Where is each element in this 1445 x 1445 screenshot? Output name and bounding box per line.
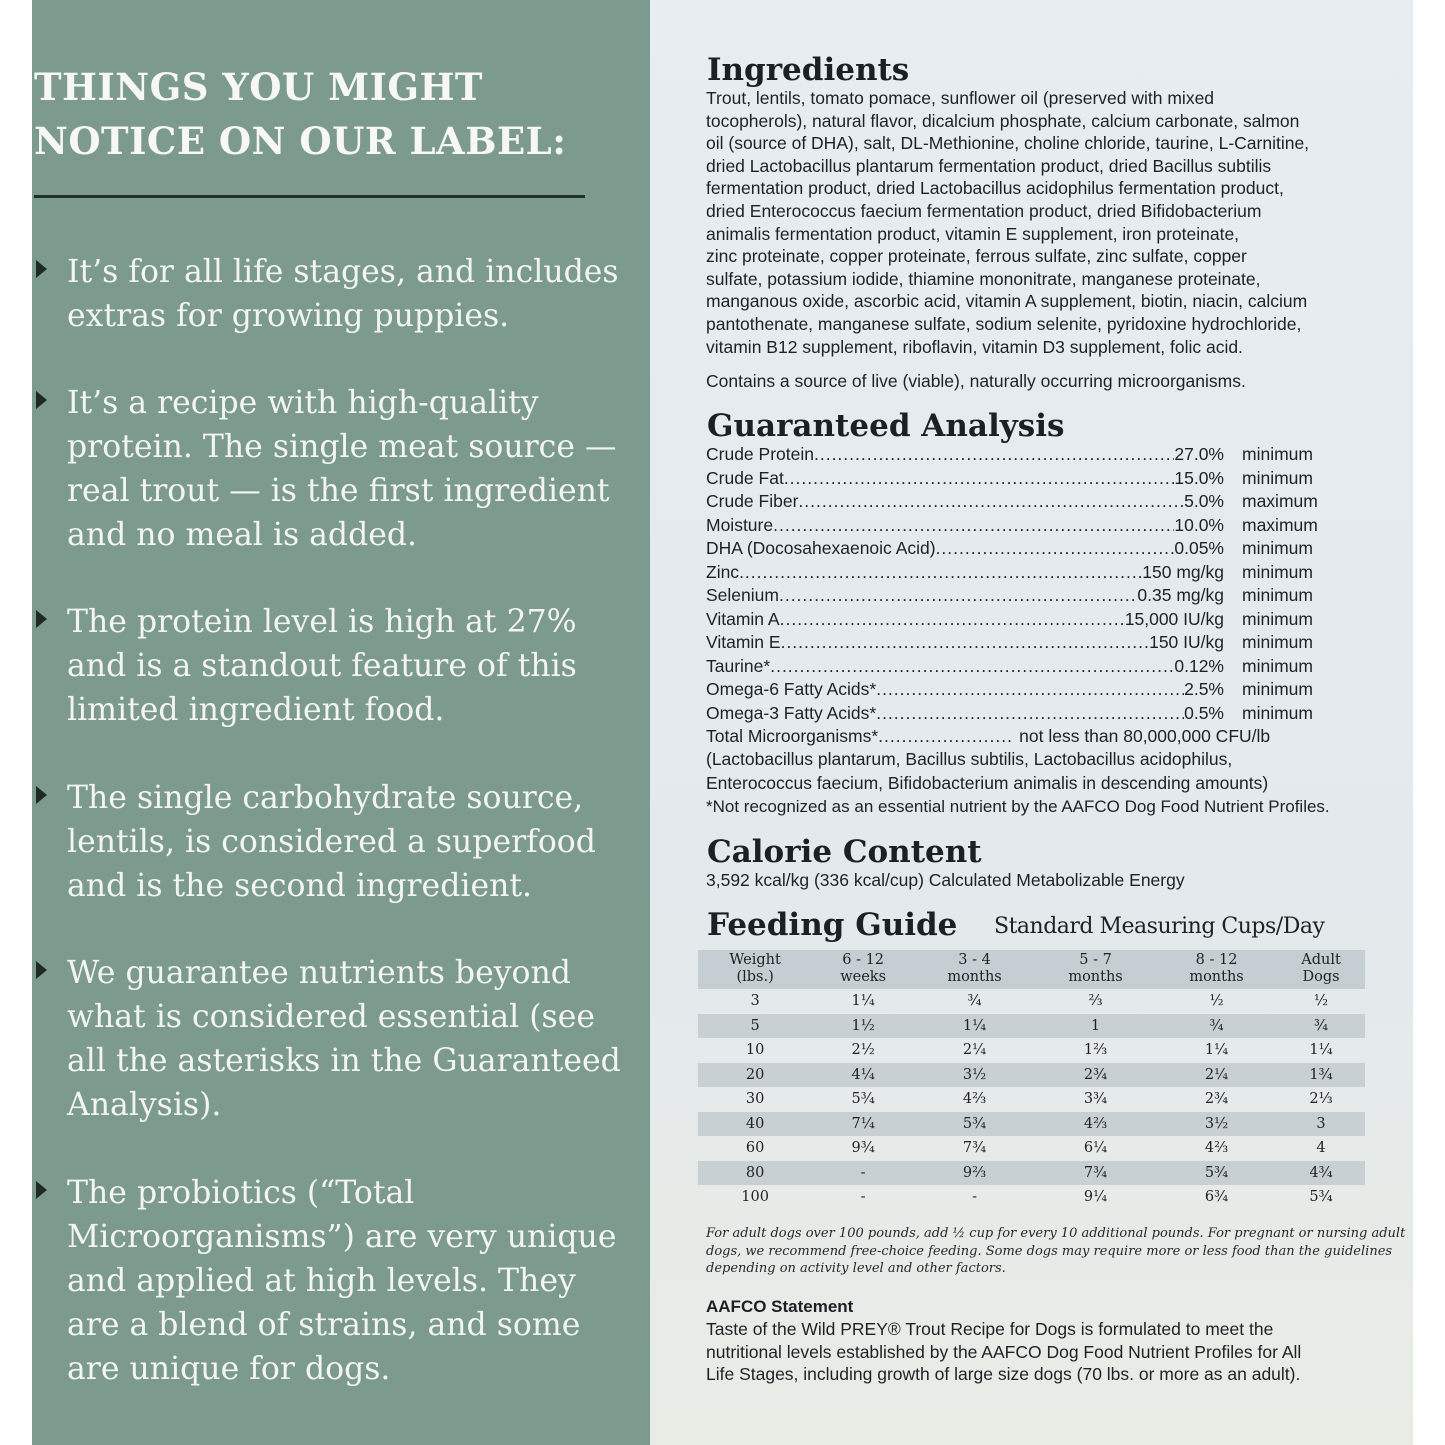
- triangle-bullet-icon: [36, 610, 47, 628]
- calorie-content-title: Calorie Content: [707, 834, 982, 870]
- bullet-item: We guarantee nutrients beyond what is considered essential (see all the asterisks in the Guaranteed Analysis).: [32, 951, 632, 1127]
- analysis-row: DHA (Docosahexaenoic Acid) ..... 0.05% minimum: [706, 537, 1306, 560]
- triangle-bullet-icon: [36, 260, 47, 278]
- table-row: 100 - - 9¼ 6¾ 5¾: [741, 1189, 1333, 1206]
- column-header: 3 - 4 months: [914, 950, 1035, 989]
- analysis-row: Zinc ..... 150 mg/kg minimum: [706, 561, 1306, 584]
- analysis-footnote: *Not recognized as an essential nutrient by the AAFCO Dog Food Nutrient Profiles.: [706, 797, 1330, 816]
- column-header: Adult Dogs: [1277, 950, 1365, 989]
- bullet-item: The single carbohydrate source, lentils, is considered a superfood and is the second ingredient.: [32, 776, 632, 908]
- bullet-item: The probiotics (“Total Microorganisms”) are very unique and applied at high levels. They are a blend of strains, and some are unique for dogs.: [32, 1171, 632, 1391]
- table-row: 20 4¼ 3½ 2¾ 2¼ 1¾: [698, 1063, 1365, 1088]
- panel-heading: THINGS YOU MIGHT NOTICE ON OUR LABEL:: [34, 65, 567, 163]
- ingredients-list: Trout, lentils, tomato pomace, sunflower oil (preserved with mixed tocopherols), natural flavor, dicalcium phosphate, calcium carbonate, salmon oil (source of DHA), salt, DL-Methionine, choline chloride, taurine, L-Carnitine, dried Lactobacillus plantarum fermentation product, dried Bacillus subtilis fermentation product, dried Lactobacillus acidophilus fermentation product, dried Enterococcus faecium fermentation product, dried Bifidobacterium animalis fermentation product, vitamin E supplement, iron proteinate, zinc proteinate, copper proteinate, ferrous sulfate, zinc sulfate, copper sulfate, potassium iodide, thiamine mononitrate, manganese proteinate, manganous oxide, ascorbic acid, vitamin A supplement, biotin, niacin, calcium pantothenate, manganese sulfate, sodium selenite, pyridoxine hydrochloride, vitamin B12 supplement, riboflavin, vitamin D3 supplement, folic acid.: [706, 88, 1310, 357]
- table-header-row: [698, 950, 1365, 989]
- guaranteed-analysis-title: Guaranteed Analysis: [707, 408, 1065, 444]
- table-row: 80 - 9⅔ 7¾ 5¾ 4¾: [698, 1161, 1365, 1186]
- analysis-row: Vitamin A ..... 15,000 IU/kg minimum: [706, 608, 1306, 631]
- nutrition-label-panel: [650, 0, 1413, 1445]
- analysis-row: Selenium ..... 0.35 mg/kg minimum: [706, 584, 1306, 607]
- analysis-row: Vitamin E ..... 150 IU/kg minimum: [706, 631, 1306, 654]
- table-row: 40 7¼ 5¾ 4⅔ 3½ 3: [698, 1112, 1365, 1137]
- aafco-title: AAFCO Statement: [706, 1297, 854, 1316]
- heading-divider: [34, 195, 585, 198]
- ingredients-title: Ingredients: [707, 52, 910, 88]
- column-header: Weight (lbs.): [698, 950, 812, 989]
- calorie-content-text: 3,592 kcal/kg (336 kcal/cup) Calculated Metabolizable Energy: [706, 870, 1185, 890]
- analysis-row: Crude Fiber ..... 5.0% maximum: [706, 490, 1306, 513]
- microorganism-note: Contains a source of live (viable), naturally occurring microorganisms.: [706, 371, 1246, 391]
- feeding-guide-subtitle: Standard Measuring Cups/Day: [994, 914, 1325, 939]
- feeding-guide-title: Feeding Guide: [707, 907, 958, 943]
- analysis-row: Crude Fat ..... 15.0% minimum: [706, 467, 1306, 490]
- triangle-bullet-icon: [36, 1181, 47, 1199]
- table-row: 3 1¼ ¾ ⅔ ½ ½: [750, 993, 1329, 1010]
- strain-list: (Lactobacillus plantarum, Bacillus subtilis, Lactobacillus acidophilus, Enterococcus faecium, Bifidobacterium animalis in descending amounts): [706, 749, 1269, 793]
- analysis-row: Omega-3 Fatty Acids* ..... 0.5% minimum: [706, 702, 1306, 725]
- table-row: 30 5¾ 4⅔ 3¾ 2¾ 2⅓: [745, 1091, 1333, 1108]
- triangle-bullet-icon: [36, 786, 47, 804]
- feeding-guide-table: [698, 950, 1365, 1210]
- page-margin: [1413, 0, 1445, 1445]
- analysis-row-microorganisms: Total Microorganisms* ..... not less than 80,000,000 CFU/lb: [706, 725, 1306, 748]
- triangle-bullet-icon: [36, 961, 47, 979]
- analysis-row: Crude Protein ..... 27.0% minimum: [706, 443, 1306, 466]
- label-notes-panel: [32, 0, 650, 1445]
- table-row: 10 2½ 2¼ 1⅔ 1¼ 1¼: [745, 1042, 1333, 1059]
- bullet-item: The protein level is high at 27% and is a standout feature of this limited ingredient food.: [32, 600, 632, 732]
- bullet-item: It’s for all life stages, and includes extras for growing puppies.: [32, 250, 632, 338]
- triangle-bullet-icon: [36, 391, 47, 409]
- analysis-row: Taurine* ..... 0.12% minimum: [706, 655, 1306, 678]
- column-header: 6 - 12 weeks: [812, 950, 914, 989]
- bullet-item: It’s a recipe with high-quality protein. The single meat source — real trout — is the first ingredient and no meal is added.: [32, 381, 632, 557]
- column-header: 5 - 7 months: [1035, 950, 1156, 989]
- feeding-note: For adult dogs over 100 pounds, add ½ cup for every 10 additional pounds. For pregnant or nursing adult dogs, we recommend free-choice feeding. Some dogs may require more or less food than the guidelines depending on activity level and other factors.: [706, 1226, 1406, 1276]
- column-header: 8 - 12 months: [1156, 950, 1277, 989]
- table-row: 5 1½ 1¼ 1 ¾ ¾: [698, 1014, 1365, 1039]
- analysis-row: Moisture ..... 10.0% maximum: [706, 514, 1306, 537]
- aafco-statement: Taste of the Wild PREY® Trout Recipe for Dogs is formulated to meet the nutritional levels established by the AAFCO Dog Food Nutrient Profiles for All Life Stages, including growth of large size dogs (70 lbs. or more as an adult).: [706, 1319, 1302, 1385]
- table-row: 60 9¾ 7¾ 6¼ 4⅔ 4: [745, 1140, 1326, 1157]
- analysis-row: Omega-6 Fatty Acids* ..... 2.5% minimum: [706, 678, 1306, 701]
